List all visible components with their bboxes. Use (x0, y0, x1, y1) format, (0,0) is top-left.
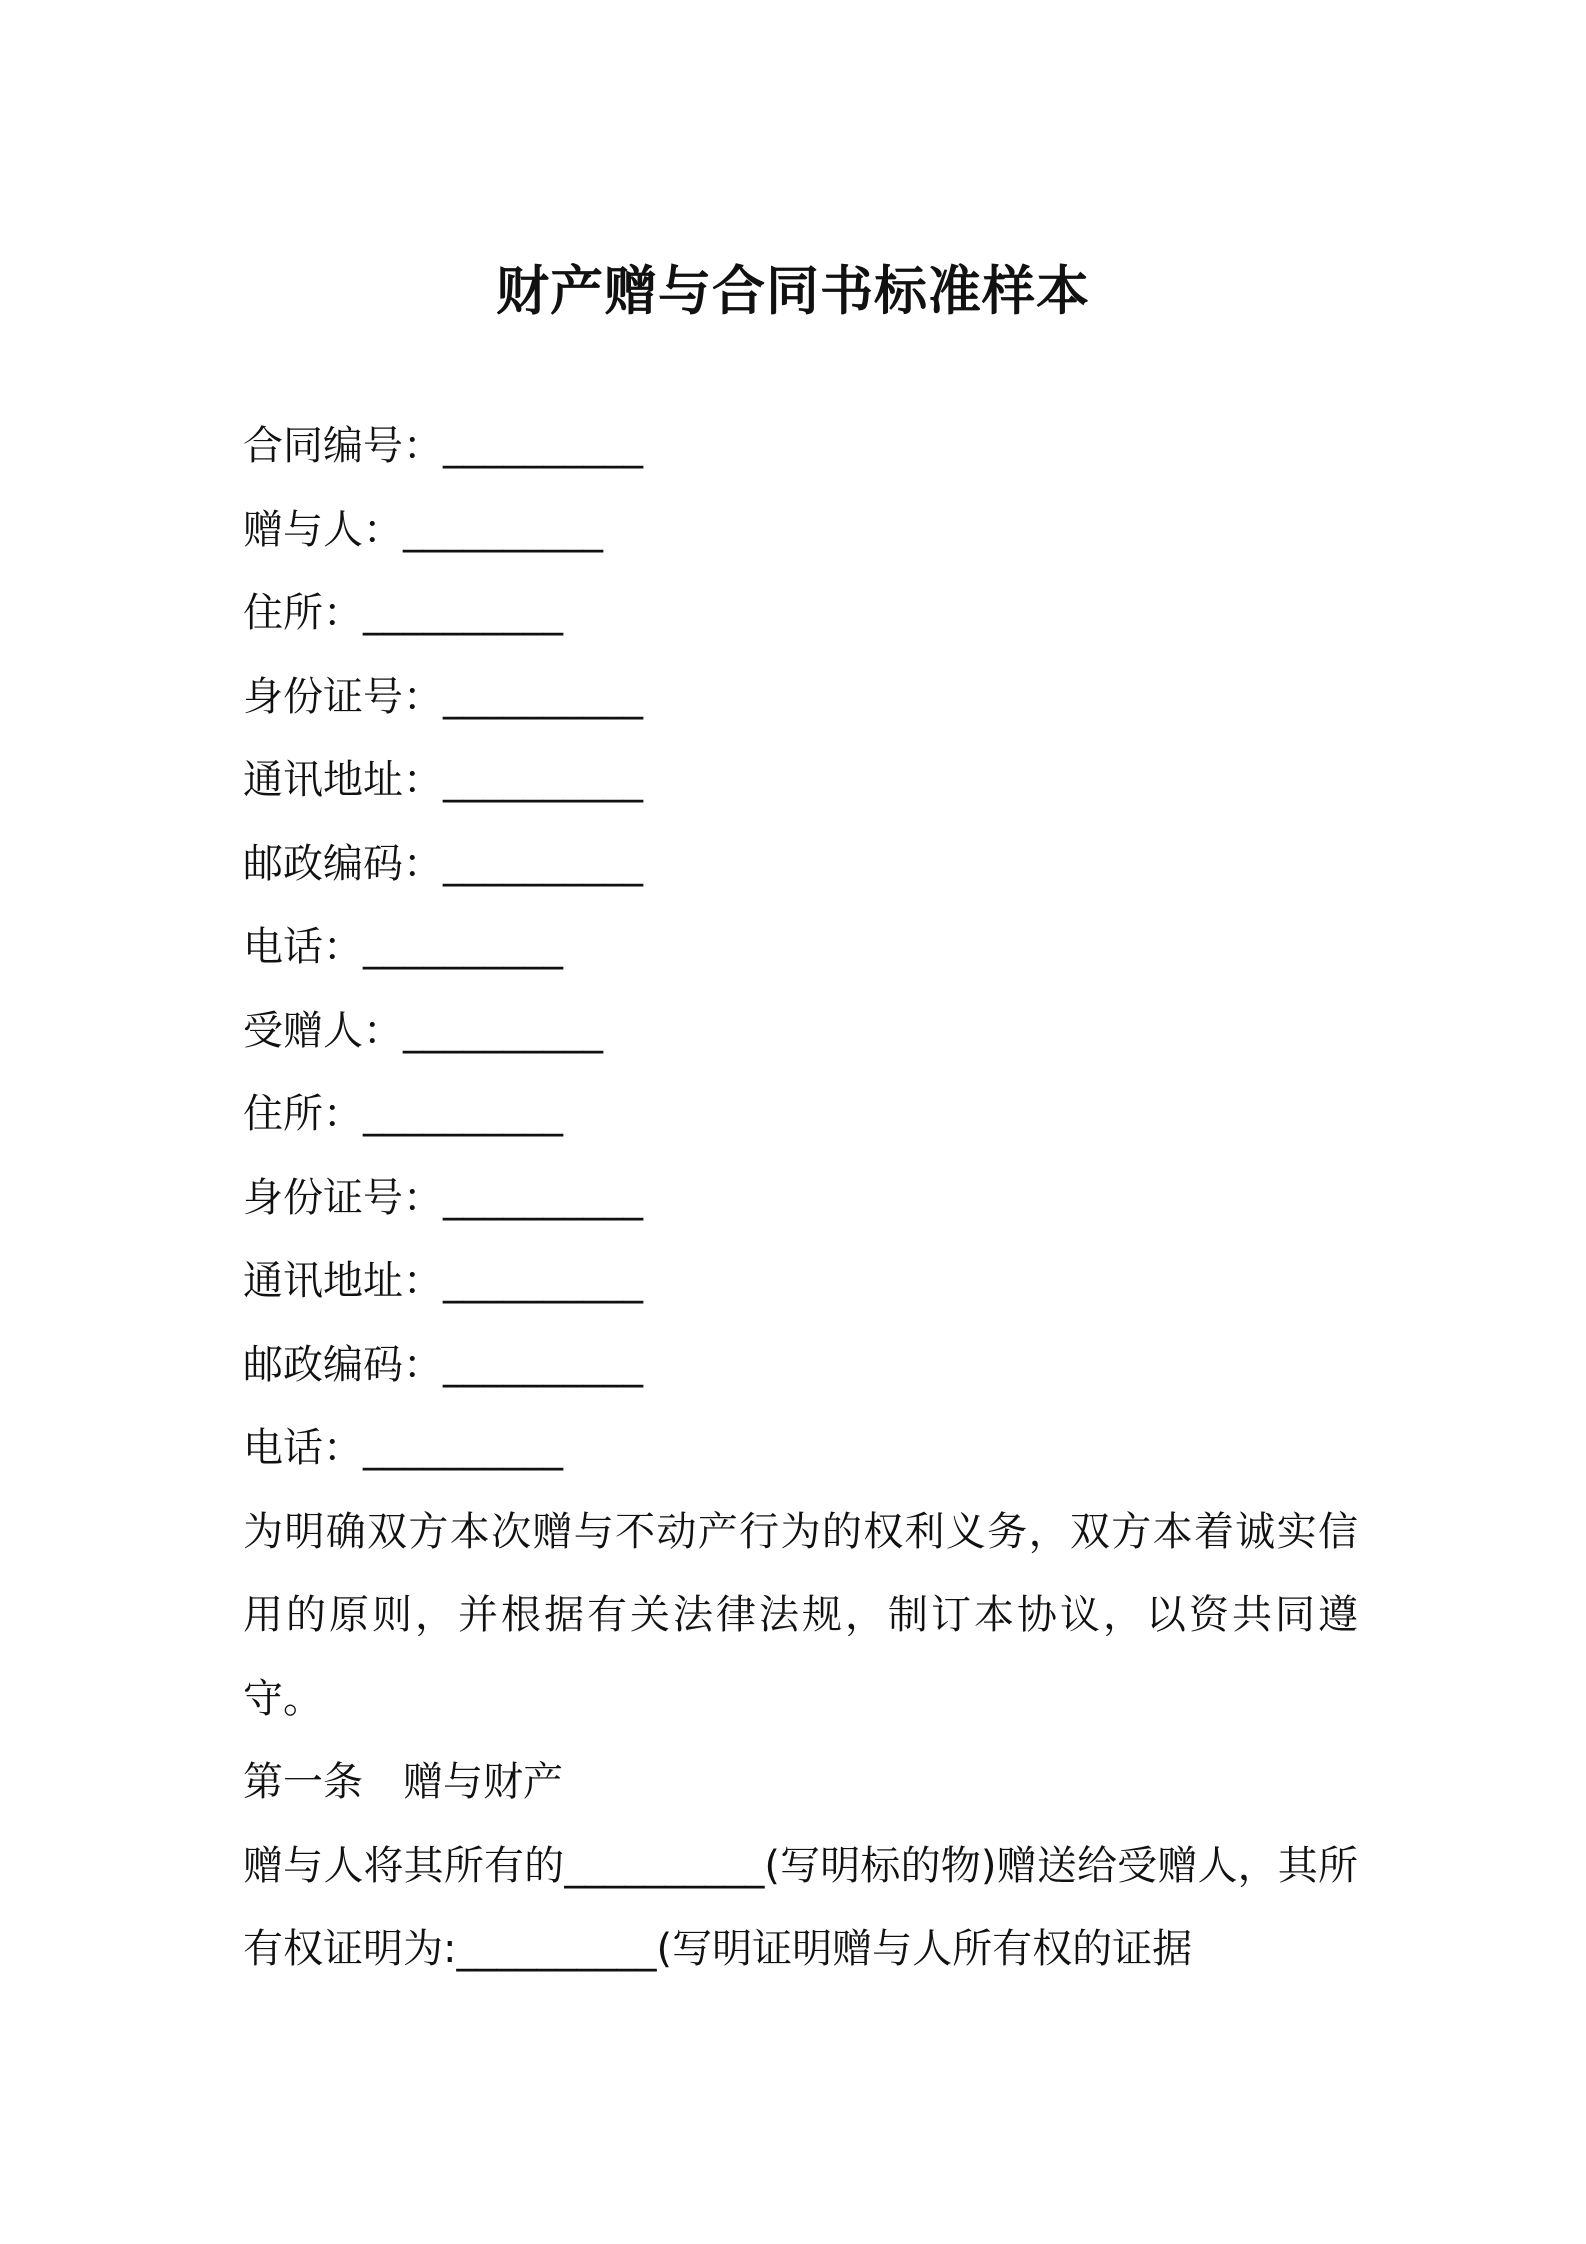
intro-paragraph: 为明确双方本次赠与不动产行为的权利义务，双方本着诚实信用的原则，并根据有关法律法规，制订本协议，以资共同遵守。 (243, 1508, 1358, 1722)
field-donee: 受赠人：__________ (243, 1007, 603, 1054)
document-body (243, 405, 1358, 1992)
field-donor-phone: 电话：__________ (243, 924, 563, 970)
field-donee-mailing-address: 通讯地址：__________ (243, 1258, 643, 1304)
field-donor-id-number: 身份证号：__________ (243, 673, 643, 720)
field-donee-id-number: 身份证号：__________ (243, 1174, 643, 1221)
article-1-heading: 第一条 赠与财产 (243, 1759, 563, 1805)
field-contract-number: 合同编号：__________ (243, 423, 643, 469)
field-donee-postal-code: 邮政编码：__________ (243, 1341, 643, 1388)
field-donor-residence: 住所：__________ (243, 590, 563, 636)
field-donor-mailing-address: 通讯地址：__________ (243, 757, 643, 803)
field-donee-residence: 住所：__________ (243, 1091, 563, 1137)
document-title: 财产赠与合同书标准样本 (496, 261, 1090, 322)
field-donee-phone: 电话：__________ (243, 1425, 563, 1471)
article-1-text: 赠与人将其所有的__________(写明标的物)赠送给受赠人，其所有权证明为:__________(写明证明赠与人所有权的证据 (243, 1842, 1358, 1972)
field-donor: 赠与人：__________ (243, 506, 603, 553)
field-donor-postal-code: 邮政编码：__________ (243, 840, 643, 887)
